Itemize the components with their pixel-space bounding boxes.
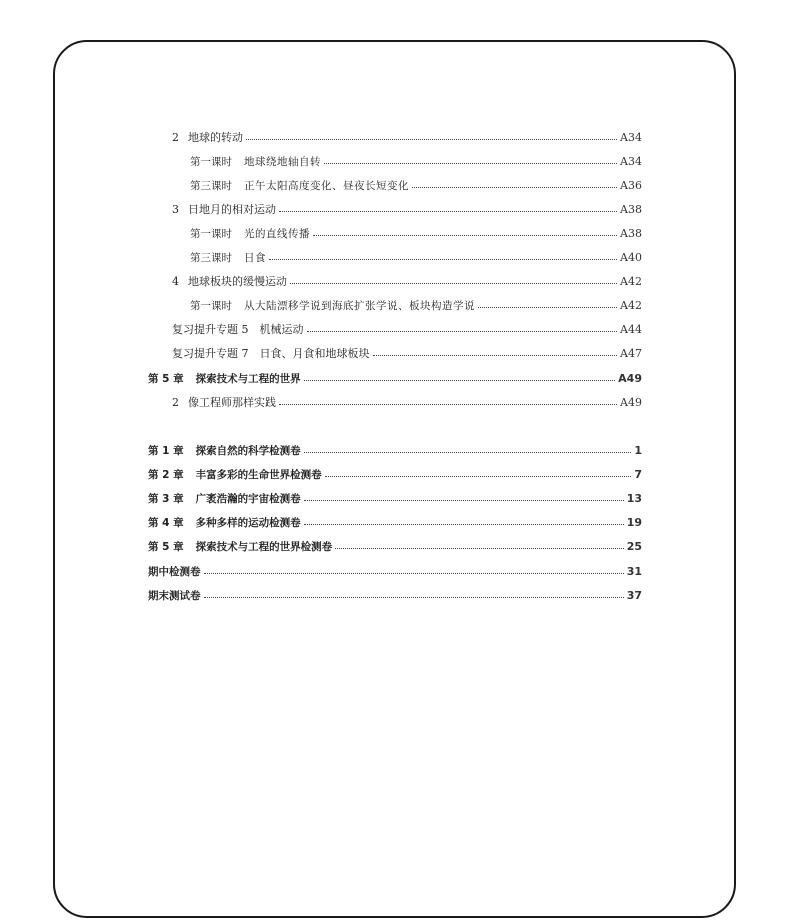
entry-number: 3 [172, 202, 179, 216]
chapter-label: 第 2 章 [148, 468, 184, 481]
entry-title: 地球板块的缓慢运动 [188, 275, 287, 288]
toc-chapter-entry[interactable] [148, 369, 642, 387]
entry-title: 从大陆漂移学说到海底扩张学说、板块构造学说 [244, 299, 475, 312]
entry-title: 期末测试卷 [148, 589, 201, 602]
entry-title: 复习提升专题 5 机械运动 [172, 323, 304, 336]
test-entry[interactable] [148, 537, 642, 555]
test-entry[interactable] [148, 513, 642, 531]
entry-title: 探索技术与工程的世界检测卷 [195, 540, 333, 553]
entry-number: 2 [172, 395, 179, 409]
entry-title: 正午太阳高度变化、昼夜长短变化 [244, 179, 409, 192]
leader-dots [269, 259, 617, 260]
entry-number: 4 [172, 274, 179, 288]
entry-title: 广袤浩瀚的宇宙检测卷 [195, 492, 301, 505]
toc-entry[interactable] [172, 393, 642, 411]
toc-entry[interactable] [190, 248, 642, 266]
toc-entry[interactable] [172, 272, 642, 290]
leader-dots [279, 211, 617, 212]
leader-dots [325, 476, 632, 477]
leader-dots [304, 500, 624, 501]
entry-page: A49 [620, 395, 642, 409]
entry-page: A40 [620, 250, 642, 264]
entry-page: A38 [620, 202, 642, 216]
entry-page: 19 [626, 515, 642, 529]
entry-number: 2 [172, 130, 179, 144]
entry-page: A34 [620, 130, 642, 144]
leader-dots [279, 404, 617, 405]
chapter-label: 第 5 章 [148, 540, 184, 553]
entry-page: 13 [626, 491, 642, 505]
entry-title: 多种多样的运动检测卷 [195, 516, 301, 529]
leader-dots [335, 548, 624, 549]
entry-page: 1 [634, 443, 642, 457]
leader-dots [246, 139, 617, 140]
entry-title: 复习提升专题 7 日食、月食和地球板块 [172, 347, 370, 360]
entry-page: A47 [620, 346, 642, 360]
entry-title: 探索技术与工程的世界 [195, 372, 301, 385]
entry-page: 37 [626, 588, 642, 602]
leader-dots [304, 380, 616, 381]
entry-page: 25 [626, 539, 642, 553]
toc-entry[interactable] [172, 128, 642, 146]
entry-page: A42 [620, 298, 642, 312]
leader-dots [313, 235, 617, 236]
entry-page: A49 [618, 371, 642, 385]
leader-dots [290, 283, 617, 284]
test-entry[interactable] [148, 586, 642, 604]
chapter-label: 第 5 章 [148, 372, 184, 385]
entry-page: A44 [620, 322, 642, 336]
chapter-label: 第 4 章 [148, 516, 184, 529]
entry-lesson: 第三课时 [190, 251, 232, 264]
leader-dots [304, 524, 624, 525]
entry-title: 日食 [244, 251, 266, 264]
entry-title: 期中检测卷 [148, 565, 201, 578]
entry-lesson: 第一课时 [190, 227, 232, 240]
entry-title: 地球绕地轴自转 [244, 155, 321, 168]
toc-entry[interactable] [172, 320, 642, 338]
leader-dots [304, 452, 632, 453]
entry-title: 像工程师那样实践 [188, 396, 276, 409]
entry-page: 7 [634, 467, 642, 481]
entry-title: 探索自然的科学检测卷 [195, 444, 301, 457]
toc-entry[interactable] [190, 224, 642, 242]
test-entry[interactable] [148, 465, 642, 483]
leader-dots [412, 187, 617, 188]
leader-dots [478, 307, 617, 308]
toc-entry[interactable] [172, 344, 642, 362]
entry-lesson: 第三课时 [190, 179, 232, 192]
entry-page: A36 [620, 178, 642, 192]
entry-title: 光的直线传播 [244, 227, 310, 240]
chapter-label: 第 3 章 [148, 492, 184, 505]
test-entry[interactable] [148, 489, 642, 507]
toc-entry[interactable] [190, 176, 642, 194]
test-entry[interactable] [148, 562, 642, 580]
entry-page: A38 [620, 226, 642, 240]
toc-entry[interactable] [172, 200, 642, 218]
entry-page: A34 [620, 154, 642, 168]
test-entry[interactable] [148, 441, 642, 459]
leader-dots [324, 163, 617, 164]
entry-page: A42 [620, 274, 642, 288]
leader-dots [307, 331, 618, 332]
toc-entry[interactable] [190, 152, 642, 170]
leader-dots [204, 573, 624, 574]
toc-entry[interactable] [190, 296, 642, 314]
leader-dots [373, 355, 618, 356]
entry-page: 31 [626, 564, 642, 578]
chapter-label: 第 1 章 [148, 444, 184, 457]
entry-lesson: 第一课时 [190, 299, 232, 312]
entry-lesson: 第一课时 [190, 155, 232, 168]
entry-title: 日地月的相对运动 [188, 203, 276, 216]
leader-dots [204, 597, 624, 598]
entry-title: 丰富多彩的生命世界检测卷 [195, 468, 322, 481]
entry-title: 地球的转动 [188, 131, 243, 144]
